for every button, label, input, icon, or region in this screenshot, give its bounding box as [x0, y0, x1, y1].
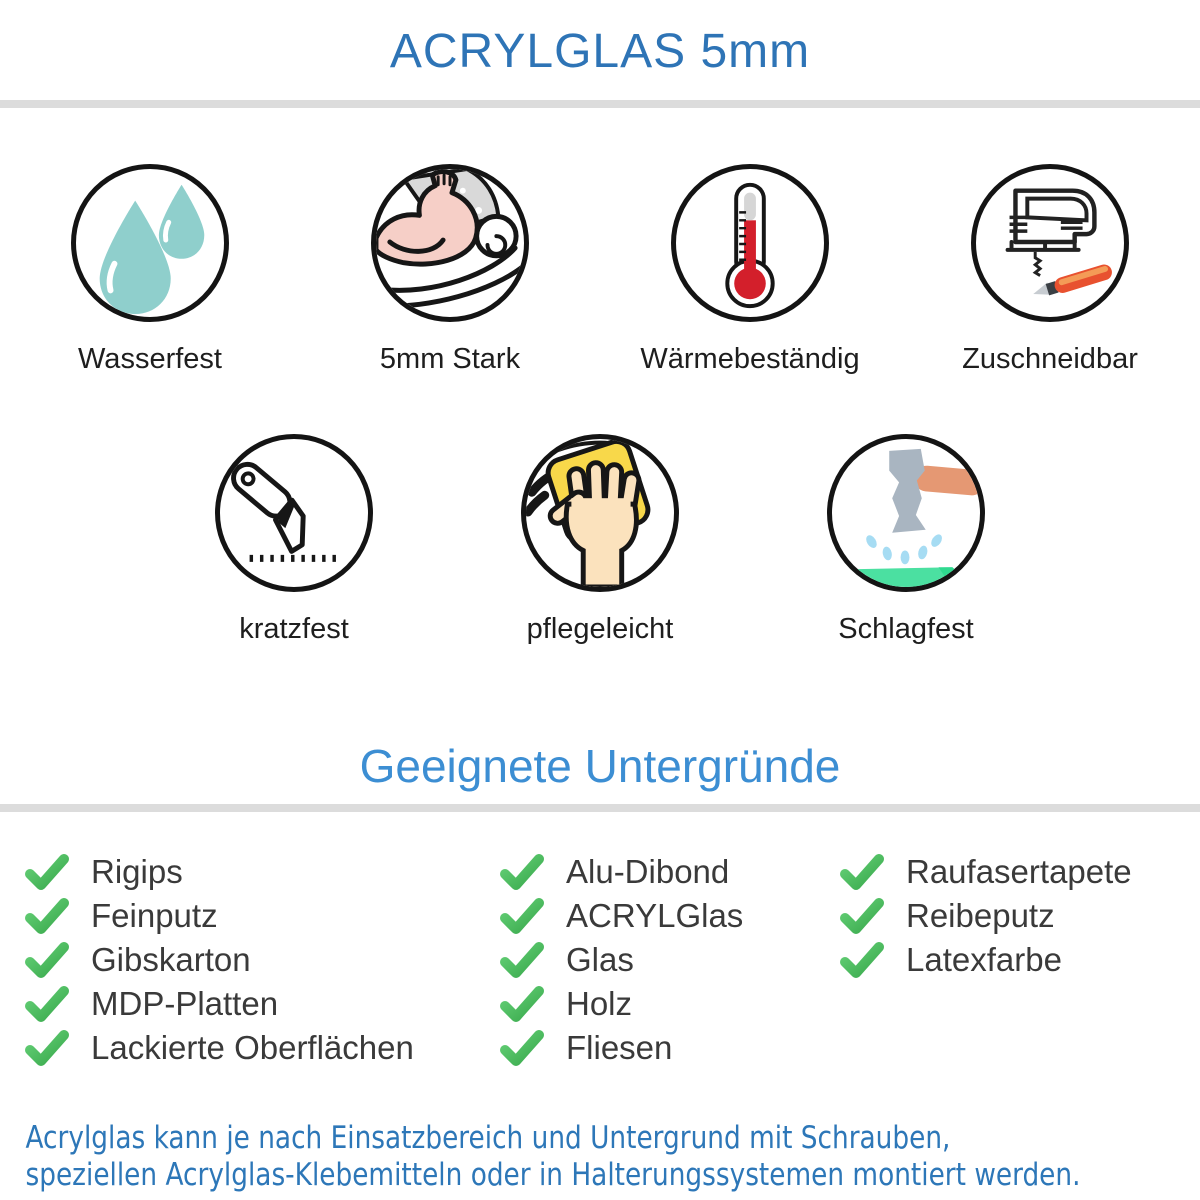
- feature-label: Zuschneidbar: [962, 343, 1138, 375]
- check-icon: [500, 986, 544, 1023]
- feature-label: 5mm Stark: [379, 343, 521, 375]
- surface-item: ACRYLGlas: [500, 894, 840, 938]
- surface-item: MDP-Platten: [25, 982, 500, 1026]
- check-icon: [25, 986, 69, 1023]
- feature-schlagfest: [753, 434, 1059, 646]
- surface-column-1: [25, 850, 500, 1070]
- surface-item: Fliesen: [500, 1026, 840, 1070]
- check-icon: [25, 854, 69, 891]
- check-icon: [840, 942, 884, 979]
- check-icon: [25, 942, 69, 979]
- feature-label: pflegeleicht: [526, 613, 674, 645]
- thermometer-icon: [671, 164, 829, 322]
- feature-label: Wärmebeständig: [640, 343, 860, 375]
- check-icon: [500, 1030, 544, 1067]
- feature-wasserfest: [0, 164, 300, 376]
- divider: [0, 100, 1200, 108]
- mounting-note-line-2: speziellen Acrylglas-Klebemitteln oder in Halterungssystemen montiert werden.: [25, 1157, 1081, 1193]
- cleaning-hand-icon: [521, 434, 679, 592]
- surface-item: Alu-Dibond: [500, 850, 840, 894]
- feature-label: Schlagfest: [838, 613, 974, 645]
- water-drops-icon: [71, 164, 229, 322]
- section-title: Geeignete Untergründe: [359, 740, 841, 792]
- surface-item: Holz: [500, 982, 840, 1026]
- feature-kratzfest: [141, 434, 447, 646]
- hammer-icon: [827, 434, 985, 592]
- mounting-note-line-1: Acrylglas kann je nach Einsatzbereich und Untergrund mit Schrauben,: [25, 1120, 951, 1156]
- check-icon: [840, 898, 884, 935]
- surface-item: Latexfarbe: [840, 938, 1180, 982]
- surface-item: Raufasertapete: [840, 850, 1180, 894]
- surfaces-list: [0, 812, 1200, 1070]
- feature-row-1: [0, 164, 1200, 376]
- check-icon: [500, 942, 544, 979]
- feature-pflegeleicht: [447, 434, 753, 646]
- surface-item: Gibskarton: [25, 938, 500, 982]
- muscle-arm-icon: [371, 164, 529, 322]
- check-icon: [500, 898, 544, 935]
- check-icon: [25, 1030, 69, 1067]
- feature-zuschneidbar: [900, 164, 1200, 376]
- surface-item: Feinputz: [25, 894, 500, 938]
- surface-column-2: [500, 850, 840, 1070]
- mounting-note: [0, 1120, 1081, 1194]
- feature-waermebestaendig: [600, 164, 900, 376]
- surface-item: Reibeputz: [840, 894, 1180, 938]
- check-icon: [840, 854, 884, 891]
- feature-5mm-stark: [300, 164, 600, 376]
- page-title: ACRYLGLAS 5mm: [389, 25, 811, 78]
- surface-item: Lackierte Oberflächen: [25, 1026, 500, 1070]
- jigsaw-icon: [971, 164, 1129, 322]
- feature-label: Wasserfest: [78, 343, 222, 375]
- check-icon: [500, 854, 544, 891]
- surface-column-3: [840, 850, 1180, 982]
- feature-row-2: [0, 434, 1200, 646]
- surface-item: Glas: [500, 938, 840, 982]
- feature-label: kratzfest: [239, 613, 349, 645]
- check-icon: [25, 898, 69, 935]
- cutter-knife-icon: [215, 434, 373, 592]
- divider: [0, 804, 1200, 812]
- surface-item: Rigips: [25, 850, 500, 894]
